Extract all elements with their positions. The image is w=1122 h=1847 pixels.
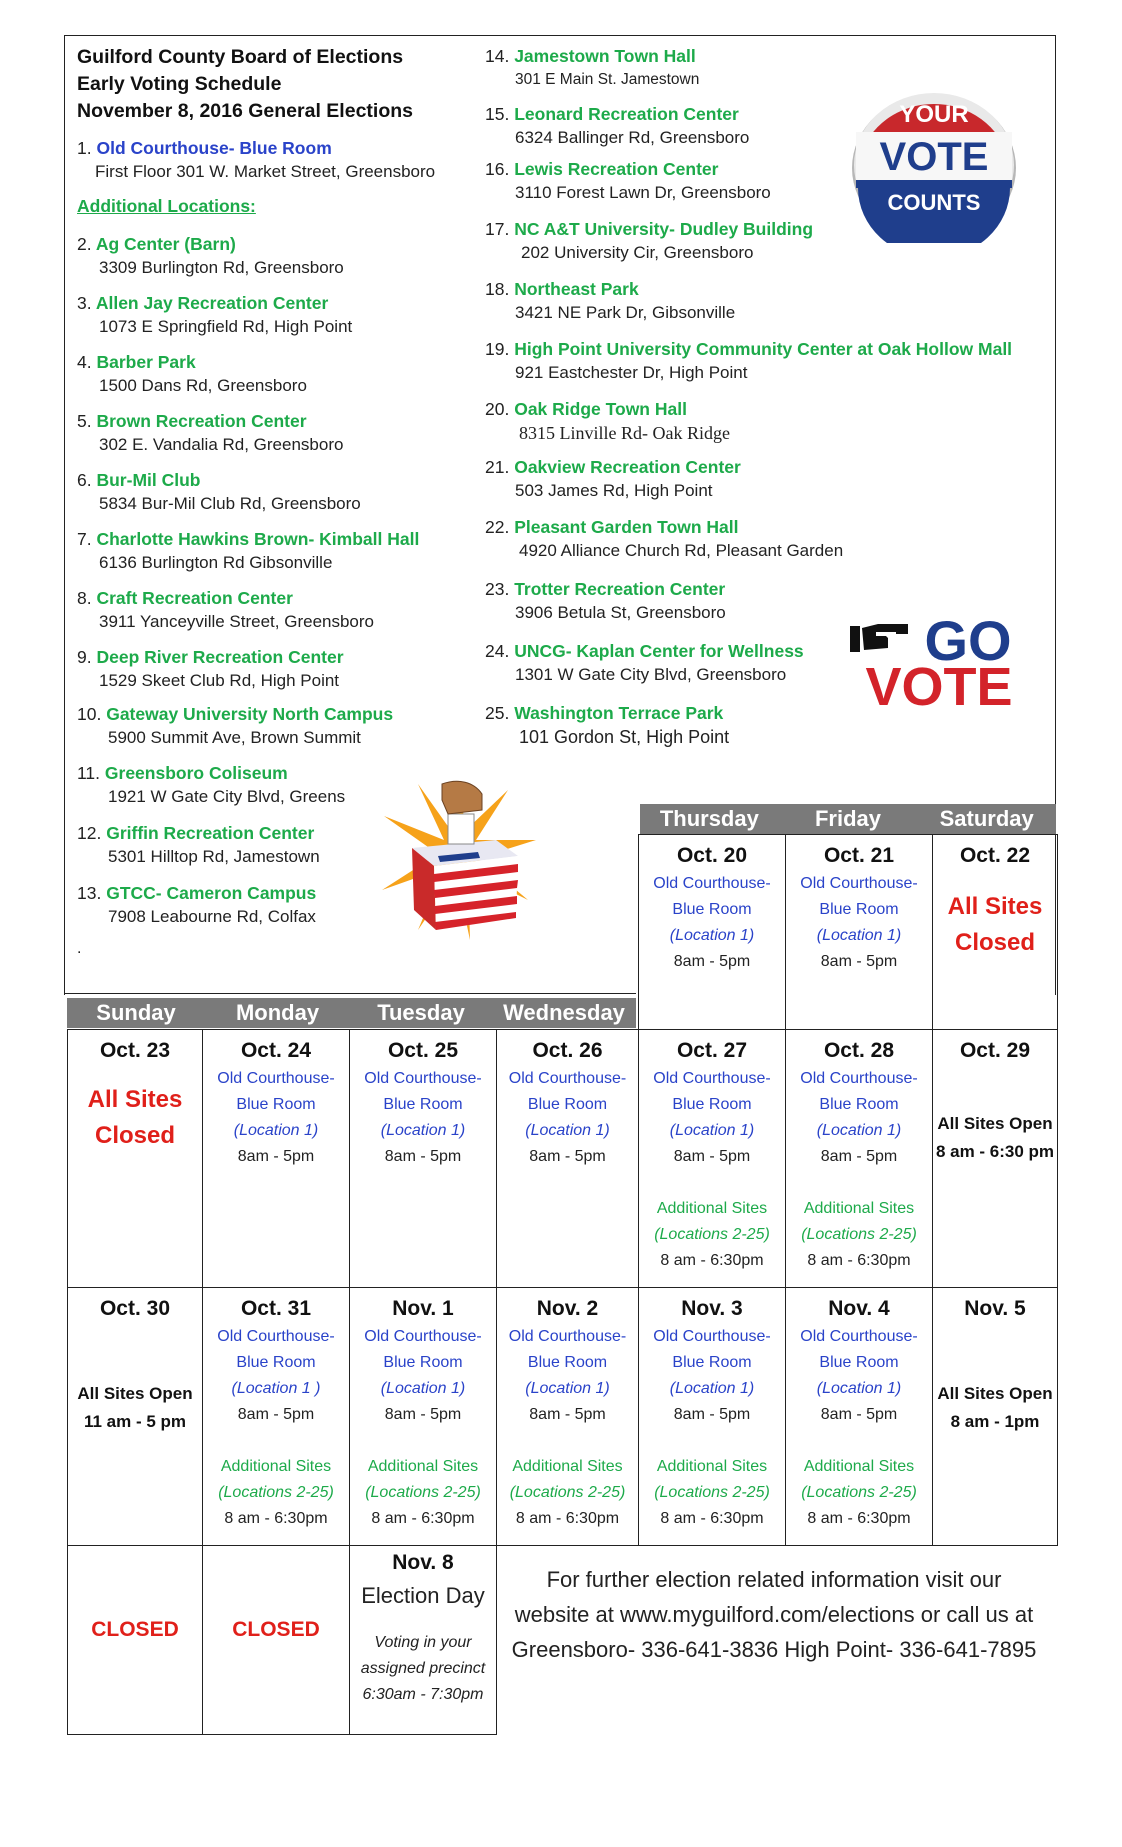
day-header-saturday: Saturday xyxy=(939,806,1034,831)
location-item: 6. Bur-Mil Club 5834 Bur-Mil Club Rd, Greensboro xyxy=(77,470,361,513)
calendar-cell-oct21: Oct. 21 Old Courthouse- Blue Room (Location 1) 8am - 5pm xyxy=(785,834,933,1030)
day-header-friday: Friday xyxy=(814,806,882,831)
ballot-box-icon xyxy=(378,770,538,950)
location-item: 10. Gateway University North Campus 5900 Summit Ave, Brown Summit xyxy=(77,704,394,747)
calendar-cell-nov6: CLOSED xyxy=(67,1545,203,1735)
location-item: 12. Griffin Recreation Center 5301 Hilltop Rd, Jamestown xyxy=(77,823,320,866)
day-header-wednesday: Wednesday xyxy=(503,1000,625,1025)
calendar-cell-oct20: Oct. 20 Old Courthouse- Blue Room (Location 1) 8am - 5pm xyxy=(638,834,786,1030)
calendar-cell-oct22: Oct. 22 All Sites Closed xyxy=(932,834,1058,1030)
contact-info xyxy=(492,1562,1056,1667)
day-header-monday: Monday xyxy=(235,1000,320,1025)
location-item: 19. High Point University Community Center at Oak Hollow Mall 921 Eastchester Dr, High Point xyxy=(485,339,1013,382)
location-item: 4. Barber Park 1500 Dans Rd, Greensboro xyxy=(77,352,307,395)
location-item: 20. Oak Ridge Town Hall 8315 Linville Rd- Oak Ridge xyxy=(485,399,730,443)
header-bar-bottom xyxy=(67,998,636,1028)
panel-divider xyxy=(64,993,636,994)
title-line-1: Guilford County Board of Elections xyxy=(77,46,404,68)
location-item: 15. Leonard Recreation Center 6324 Ballinger Rd, Greensboro xyxy=(485,104,750,147)
location-item: 5. Brown Recreation Center 302 E. Vandalia Rd, Greensboro xyxy=(77,411,344,454)
header-bar-top xyxy=(640,804,1056,834)
svg-text:YOUR: YOUR xyxy=(899,101,969,128)
pointing-hand-icon xyxy=(850,624,908,652)
location-item: 2. Ag Center (Barn) 3309 Burlington Rd, Greensboro xyxy=(77,234,344,277)
calendar-cell-nov5: Nov. 5 All Sites Open 8 am - 1pm xyxy=(932,1287,1058,1546)
location-item: 11. Greensboro Coliseum 1921 W Gate City Blvd, Greens xyxy=(77,763,346,806)
svg-text:VOTE: VOTE xyxy=(865,657,1013,710)
calendar-cell-nov3: Nov. 3 Old Courthouse- Blue Room (Location 1) 8am - 5pm Additional Sites (Locations 2-25) 8 am - 6:30pm xyxy=(638,1287,786,1546)
location-item: 7. Charlotte Hawkins Brown- Kimball Hall 6136 Burlington Rd Gibsonville xyxy=(77,529,420,572)
calendar-cell-oct28: Oct. 28 Old Courthouse- Blue Room (Location 1) 8am - 5pm Additional Sites (Locations 2-25) 8 am - 6:30pm xyxy=(785,1029,933,1288)
location-item: 17. NC A&T University- Dudley Building 202 University Cir, Greensboro xyxy=(485,219,814,262)
calendar-cell-nov2: Nov. 2 Old Courthouse- Blue Room (Location 1) 8am - 5pm Additional Sites (Locations 2-25) 8 am - 6:30pm xyxy=(496,1287,639,1546)
title-line-2: Early Voting Schedule xyxy=(77,73,282,95)
calendar-cell-oct29: Oct. 29 All Sites Open 8 am - 6:30 pm xyxy=(932,1029,1058,1288)
location-item: 18. Northeast Park 3421 NE Park Dr, Gibsonville xyxy=(485,279,736,322)
your-vote-counts-badge xyxy=(850,88,1018,243)
location-address: First Floor 301 W. Market Street, Greensboro xyxy=(95,162,436,181)
location-item: 3. Allen Jay Recreation Center 1073 E Springfield Rd, High Point xyxy=(77,293,353,336)
calendar-cell-oct24: Oct. 24 Old Courthouse- Blue Room (Location 1) 8am - 5pm xyxy=(202,1029,350,1288)
location-number: 1. xyxy=(77,138,92,158)
info-line-1: For further election related information visit our xyxy=(546,1567,1002,1592)
stray-dot: . xyxy=(77,940,82,957)
location-item: 14. Jamestown Town Hall 301 E Main St. Jamestown xyxy=(485,46,700,88)
calendar-cell-nov8: Nov. 8 Election Day Voting in your assigned precinct 6:30am - 7:30pm xyxy=(349,1545,497,1735)
calendar-cell-oct27: Oct. 27 Old Courthouse- Blue Room (Location 1) 8am - 5pm Additional Sites (Locations 2-25) 8 am - 6:30pm xyxy=(638,1029,786,1288)
svg-text:VOTE: VOTE xyxy=(879,135,989,179)
calendar-cell-oct23: Oct. 23 All Sites Closed xyxy=(67,1029,203,1288)
location-name: Old Courthouse- Blue Room xyxy=(96,138,332,158)
day-header-sunday: Sunday xyxy=(96,1000,176,1025)
day-header-thursday: Thursday xyxy=(659,806,759,831)
main-location xyxy=(77,136,435,184)
location-item: 21. Oakview Recreation Center 503 James Rd, High Point xyxy=(485,457,741,500)
info-line-3: Greensboro- 336-641-3836 High Point- 336-641-7895 xyxy=(511,1637,1037,1662)
location-item: 9. Deep River Recreation Center 1529 Skeet Club Rd, High Point xyxy=(77,647,344,690)
additional-locations-heading: Additional Locations: xyxy=(77,196,256,216)
location-item: 24. UNCG- Kaplan Center for Wellness 1301 W Gate City Blvd, Greensboro xyxy=(485,641,804,684)
calendar-cell-nov4: Nov. 4 Old Courthouse- Blue Room (Location 1) 8am - 5pm Additional Sites (Locations 2-25) 8 am - 6:30pm xyxy=(785,1287,933,1546)
go-vote-graphic xyxy=(848,598,1030,710)
info-line-2: website at www.myguilford.com/elections or call us at xyxy=(514,1602,1034,1627)
location-item: 8. Craft Recreation Center 3911 Yanceyville Street, Greensboro xyxy=(77,588,374,631)
location-item: 25. Washington Terrace Park 101 Gordon St, High Point xyxy=(485,703,730,747)
location-item: 16. Lewis Recreation Center 3110 Forest Lawn Dr, Greensboro xyxy=(485,159,771,202)
calendar-cell-oct26: Oct. 26 Old Courthouse- Blue Room (Location 1) 8am - 5pm xyxy=(496,1029,639,1288)
calendar-cell-oct30: Oct. 30 All Sites Open 11 am - 5 pm xyxy=(67,1287,203,1546)
calendar-cell-nov1: Nov. 1 Old Courthouse- Blue Room (Location 1) 8am - 5pm Additional Sites (Locations 2-25) 8 am - 6:30pm xyxy=(349,1287,497,1546)
title-line-3: November 8, 2016 General Elections xyxy=(77,100,413,122)
page-title xyxy=(77,44,413,125)
calendar-cell-oct31: Oct. 31 Old Courthouse- Blue Room (Location 1 ) 8am - 5pm Additional Sites (Locations 2-25) 8 am - 6:30pm xyxy=(202,1287,350,1546)
svg-text:COUNTS: COUNTS xyxy=(887,190,981,215)
location-item: 23. Trotter Recreation Center 3906 Betula St, Greensboro xyxy=(485,579,726,622)
location-item: 22. Pleasant Garden Town Hall 4920 Alliance Church Rd, Pleasant Garden xyxy=(485,517,844,560)
calendar-cell-oct25: Oct. 25 Old Courthouse- Blue Room (Location 1) 8am - 5pm xyxy=(349,1029,497,1288)
location-item: 13. GTCC- Cameron Campus 7908 Leabourne Rd, Colfax xyxy=(77,883,317,926)
day-header-tuesday: Tuesday xyxy=(377,1000,465,1025)
calendar-cell-nov7: CLOSED xyxy=(202,1545,350,1735)
svg-text:GO: GO xyxy=(924,609,1012,672)
